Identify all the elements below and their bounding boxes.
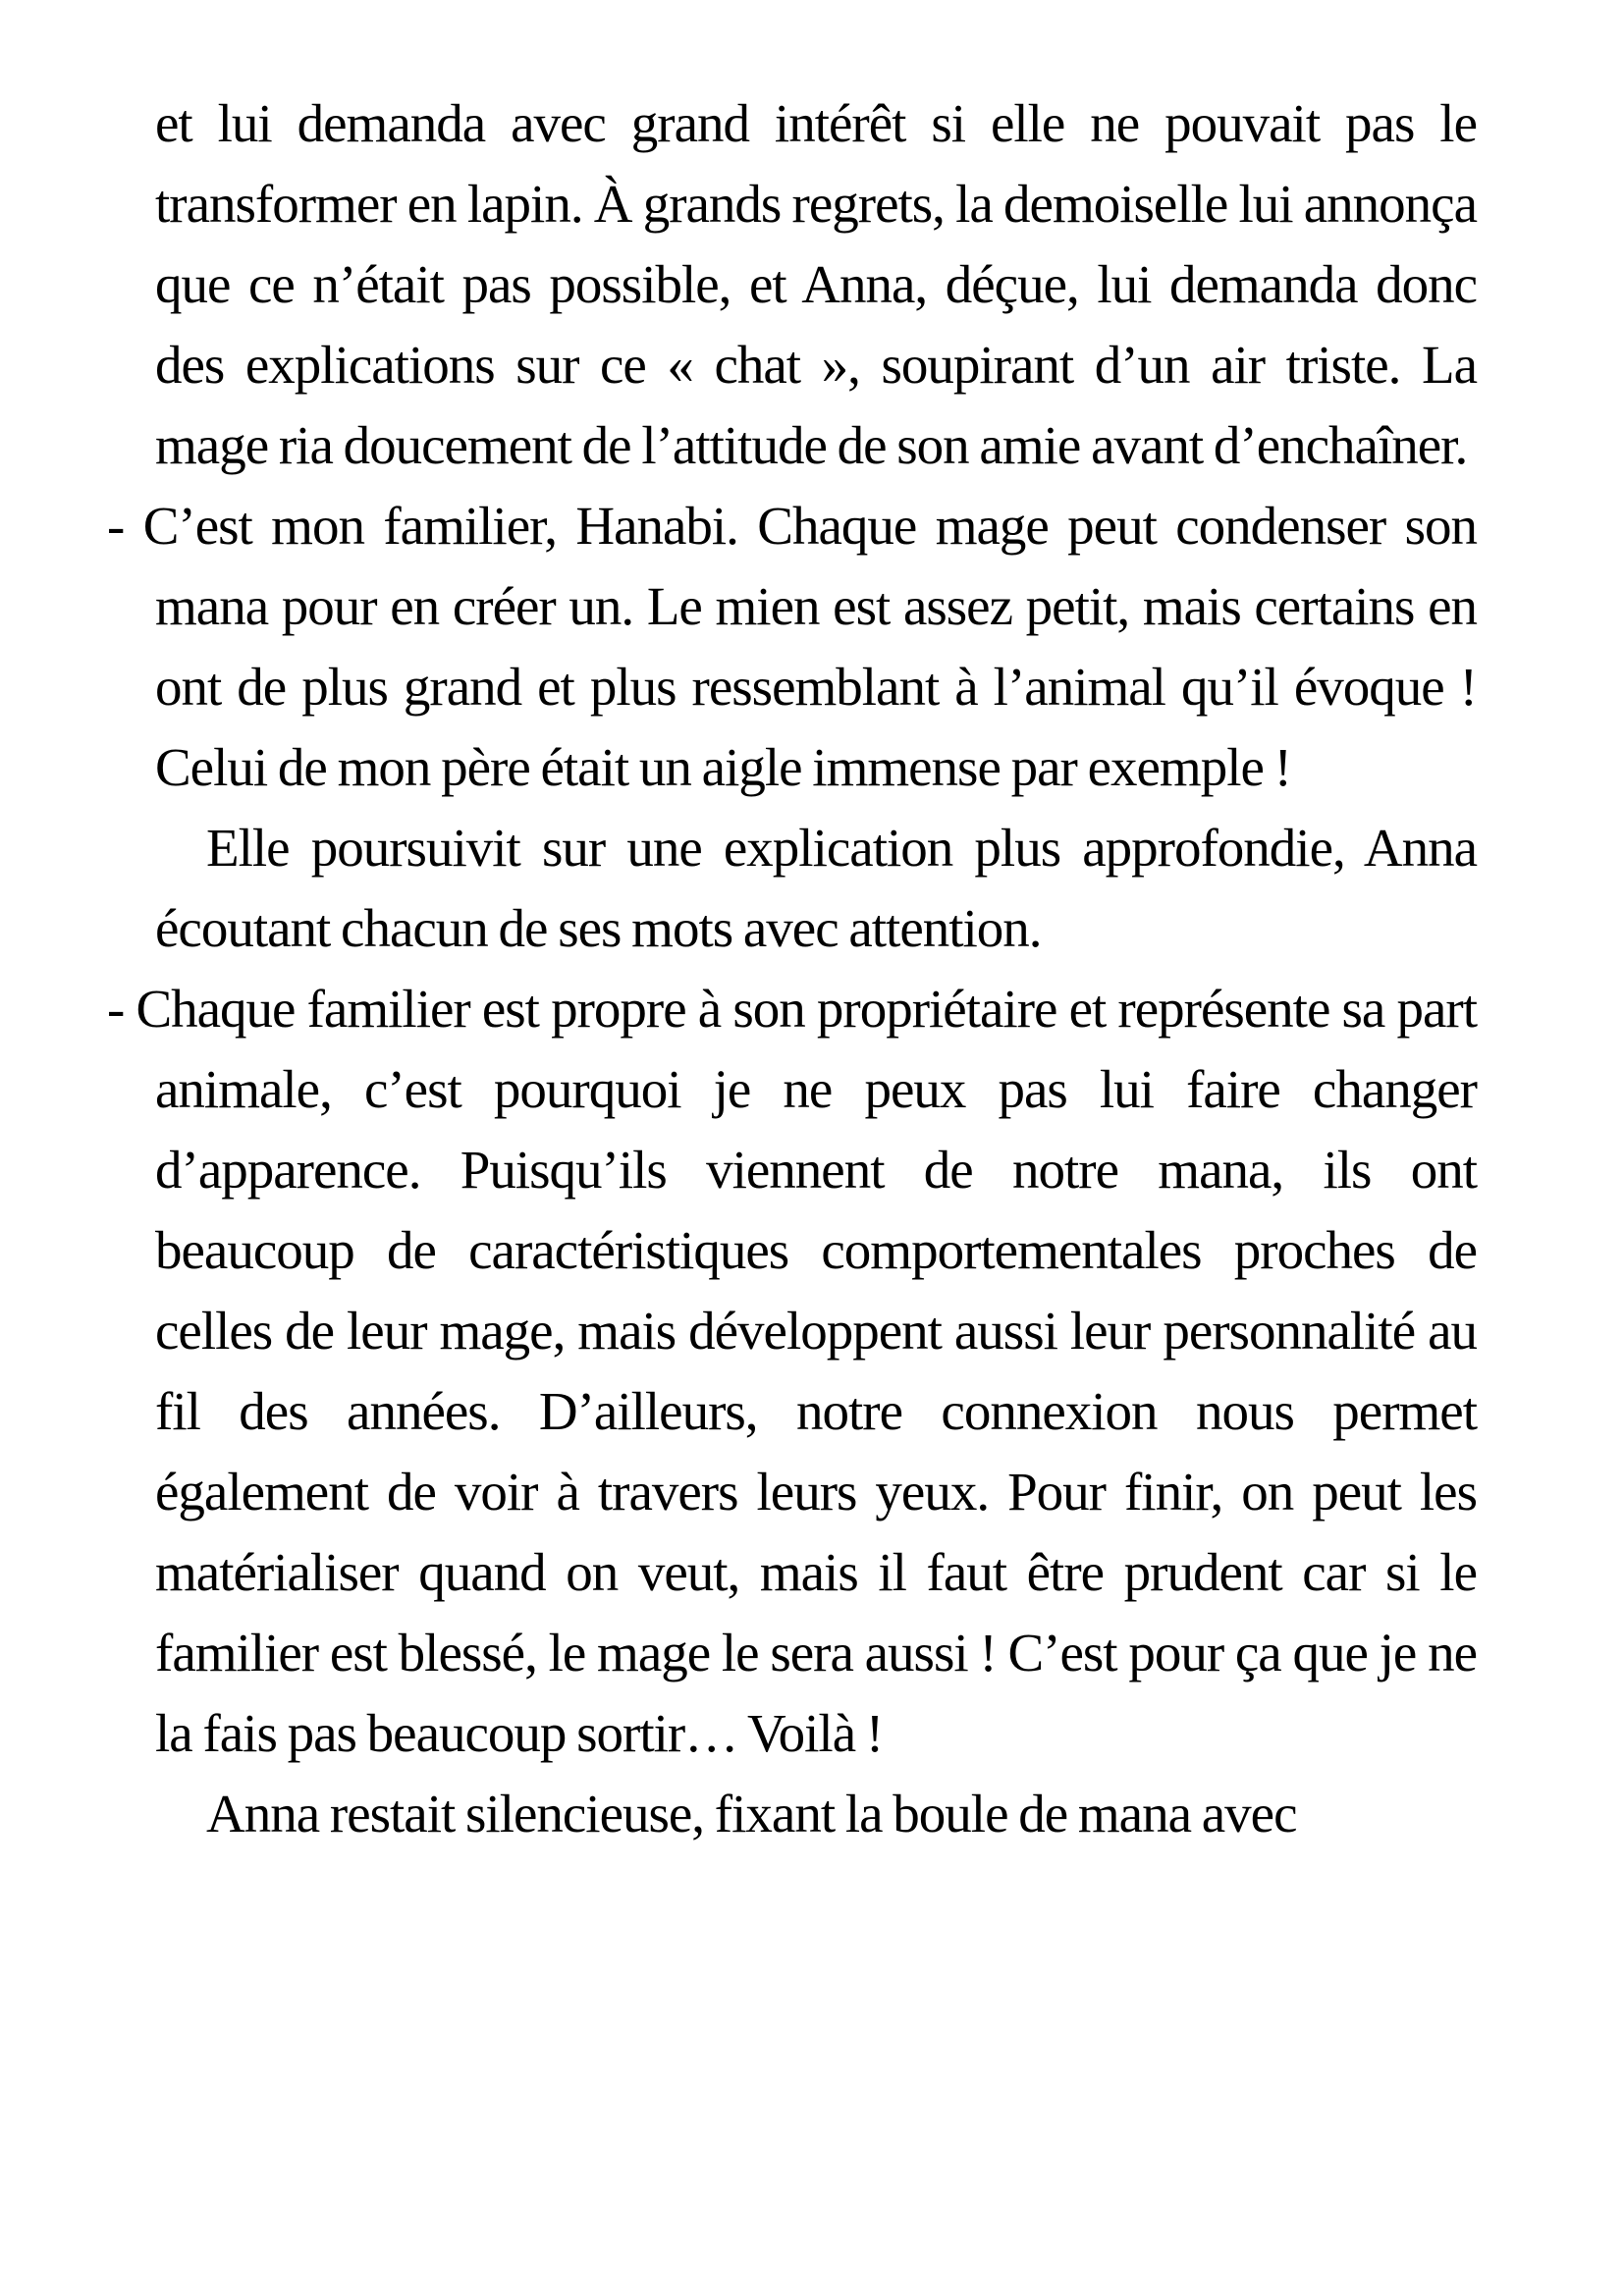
closing-paragraph: Anna restait silencieuse, fixant la boule de mana avec bbox=[206, 1784, 1297, 1843]
paragraph-continuation: et lui demanda avec grand intérêt si elle ne pouvait pas le transformer en lapin. À grands regrets, la demoiselle lui annonça que ce n’était pas possible, et Anna, déçue, lui demanda donc des explications sur ce « chat », soupirant d’un air triste. La mage ria doucement de l’attitude de son amie avant d’enchaîner. bbox=[155, 93, 1477, 475]
dialogue-paragraph-1: - C’est mon familier, Hanabi. Chaque mage peut condenser son mana pour en créer un. Le mien est assez petit, mais certains en ont de plus grand et plus ressemblant à l’animal qu’il évoque ! Celui de mon père était un aigle immense par exemple ! bbox=[107, 496, 1477, 797]
dialogue-paragraph-2: - Chaque familier est propre à son propriétaire et représente sa part animale, c’est pourquoi je ne peux pas lui faire changer d’apparence. Puisqu’ils viennent de notre mana, ils ont beaucoup de caractéristiques comportementales proches de celles de leur mage, mais développent aussi leur personnalité au fil des années. D’ailleurs, notre connexion nous permet également de voir à travers leurs yeux. Pour finir, on peut les matérialiser quand on veut, mais il faut être prudent car si le familier est blessé, le mage le sera aussi ! C’est pour ça que je ne la fais pas beaucoup sortir… Voilà ! bbox=[107, 979, 1477, 1763]
narration-paragraph: Elle poursuivit sur une explication plus approfondie, Anna écoutant chacun de ses mots avec attention. bbox=[155, 818, 1477, 958]
